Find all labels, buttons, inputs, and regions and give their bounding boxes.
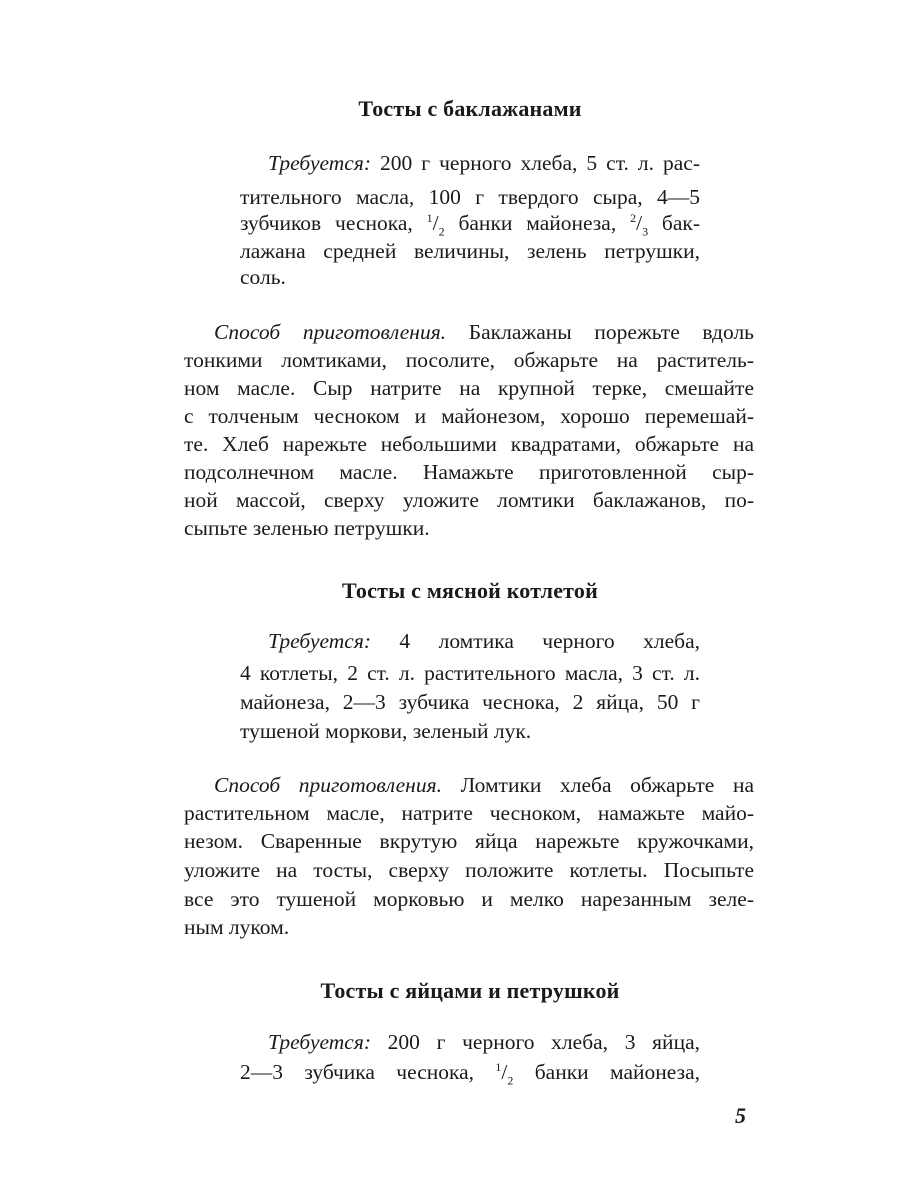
method-label: Способ приготовления. [214,320,447,344]
ingredients-line: лажана средней величины, зелень петрушки, [240,239,700,263]
method-line: уложите на тосты, сверху положите котлеты. Посыпьте [184,858,754,882]
ingredients-line: 4 котлеты, 2 ст. л. растительного масла, 3 ст. л. [240,661,700,685]
ingredients-line: тушеной моркови, зеленый лук. [240,719,532,743]
recipe-title: Тосты с мясной котлетой [342,578,598,603]
method-line: ном масле. Сыр натрите на крупной терке, смешайте [184,376,754,400]
method-line: незом. Сваренные вкрутую яйца нарежьте кружочками, [184,829,754,853]
page-number: 5 [735,1103,746,1128]
method-line: все это тушеной морковью и мелко нарезанным зеле- [184,887,754,911]
method-line: растительном масле, натрите чесноком, намажьте майо- [184,801,754,825]
method-line: ным луком. [184,915,290,939]
ingredients-line: тительного масла, 100 г твердого сыра, 4—5 [240,185,700,209]
method-line: подсолнечном масле. Намажьте приготовленной сыр- [184,460,754,484]
method-line: тонкими ломтиками, посолите, обжарьте на раститель- [184,348,754,372]
method-line: Способ приготовления. Ломтики хлеба обжарьте на [214,773,754,797]
ingredients-line: Требуется: 4 ломтика черного хлеба, [268,629,700,653]
ingredients-line: соль. [240,265,286,289]
ingredients-label: Требуется: [268,1030,371,1054]
ingredients-line: Требуется: 200 г черного хлеба, 3 яйца, [268,1030,700,1054]
ingredients-label: Требуется: [268,629,371,653]
ingredients-line: майонеза, 2—3 зубчика чеснока, 2 яйца, 50 г [240,690,700,714]
recipe-title: Тосты с яйцами и петрушкой [320,978,620,1003]
method-line: Способ приготовления. Баклажаны порежьте вдоль [214,320,754,344]
method-label: Способ приготовления. [214,773,442,797]
method-line: сыпьте зеленью петрушки. [184,516,430,540]
method-line: те. Хлеб нарежьте небольшими квадратами, обжарьте на [184,432,754,456]
ingredients-line: Требуется: 200 г черного хлеба, 5 ст. л. рас- [268,151,700,175]
recipe-title: Тосты с баклажанами [358,96,582,121]
method-line: с толченым чесноком и майонезом, хорошо перемешай- [184,404,754,428]
ingredients-line: зубчиков чеснока, $^1/_2$ банки майонеза, $^2/_3$ бак- [240,210,700,239]
method-line: ной массой, сверху уложите ломтики баклажанов, по- [184,488,754,512]
ingredients-label: Требуется: [268,151,371,175]
ingredients-line: 2—3 зубчика чеснока, $^1/_2$ банки майонеза, [240,1059,700,1088]
